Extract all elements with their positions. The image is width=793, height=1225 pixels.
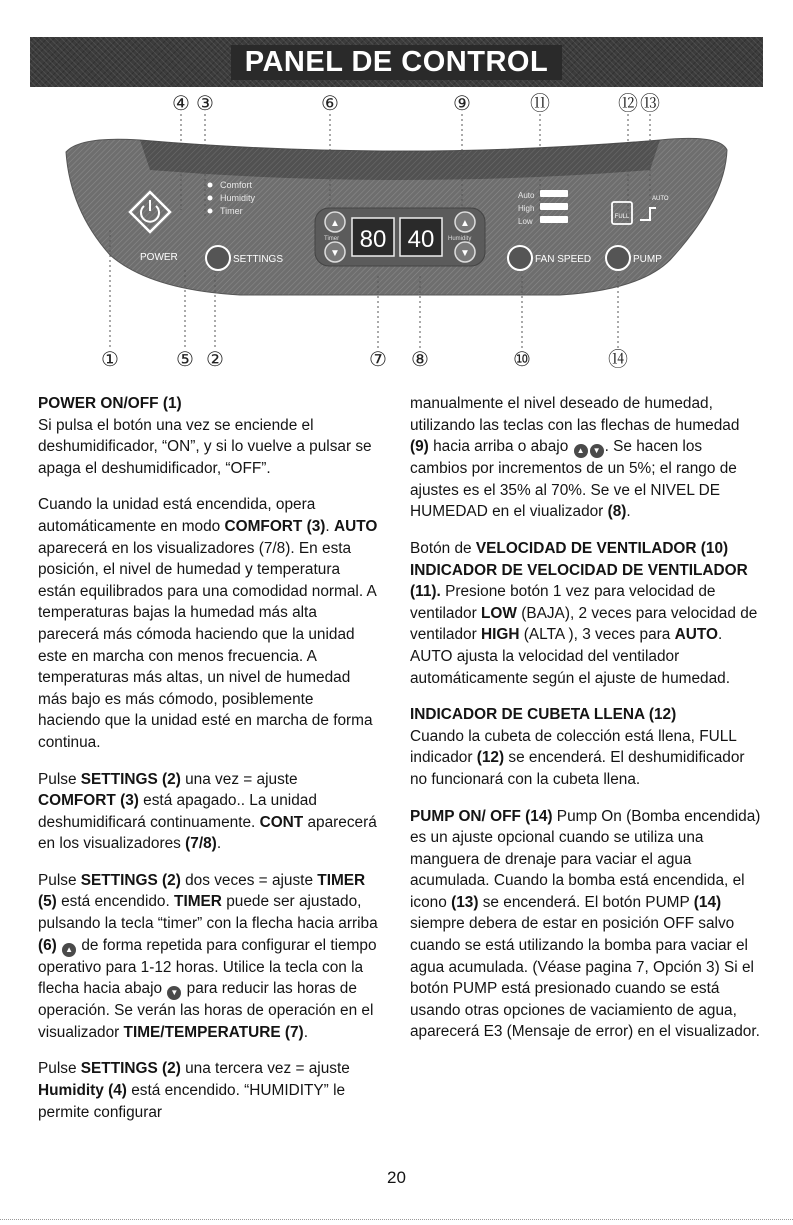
full-label: FULL — [614, 214, 630, 220]
fan-pre: Botón de — [410, 539, 476, 557]
up-arrow-icon: ▲ — [574, 444, 588, 458]
footer-divider — [0, 1219, 793, 1220]
callout-5: ⑤ — [176, 349, 194, 371]
s2-dot: . — [303, 1023, 308, 1041]
settings-thrice-section — [38, 1058, 378, 1123]
full-text-b: se encenderá. El deshumidificador no funcionará con la cubeta llena. — [410, 749, 745, 788]
s2-settings-ref: SETTINGS (2) — [80, 871, 181, 889]
cont-ref9: (9) — [410, 438, 429, 456]
fan-auto-label: Auto — [518, 191, 535, 200]
down-arrow-icon: ▼ — [167, 986, 181, 1000]
pump-heading: PUMP ON/ OFF (14) — [410, 807, 553, 825]
humidity-led — [208, 196, 213, 201]
humidity-down-button[interactable] — [455, 242, 475, 262]
callout-3: ③ — [196, 93, 214, 115]
timer-up-button[interactable] — [325, 212, 345, 232]
callout-11: ⑪ — [530, 93, 550, 115]
left-column — [38, 393, 378, 1123]
callout-6: ⑥ — [321, 93, 339, 115]
down-arrow-icon: ▼ — [330, 248, 340, 259]
power-heading: POWER ON/OFF (1) — [38, 395, 182, 412]
s2-text-d: para reducir las horas de operación. Se verán las horas de operación en el visualizador — [38, 980, 374, 1041]
control-panel-diagram — [0, 90, 793, 380]
settings-label: SETTINGS — [233, 254, 284, 265]
pump-label: PUMP — [633, 254, 662, 265]
s3-text: Pulse — [38, 1060, 81, 1078]
display-side-humidity: Humidity — [448, 236, 472, 242]
power-body: Si pulsa el botón una vez se enciende el deshumidificador, “ON”, y si lo vuelve a pulsar se apaga el deshumidificador, “OFF”. — [38, 416, 372, 477]
fan-auto-term: AUTO — [674, 626, 718, 644]
down-arrow-icon: ▼ — [590, 444, 604, 458]
s2-text-b: puede ser ajustado, pulsando la tecla “timer” con la flecha hacia arriba — [38, 893, 378, 933]
fan-speed-label: FAN SPEED — [535, 254, 592, 265]
s1-display-ref: (7/8) — [185, 835, 217, 853]
pump-section — [410, 806, 762, 1044]
fan-high-term: HIGH — [481, 626, 520, 644]
up-arrow-icon: ▲ — [330, 218, 340, 229]
cont-text-b: hacia arriba o abajo — [428, 438, 573, 456]
bucket-full-section — [410, 704, 762, 790]
callout-7: ⑦ — [369, 349, 387, 371]
humidity-up-button[interactable] — [455, 212, 475, 232]
panel-top-strip — [140, 140, 660, 180]
full-text-a: Cuando la cubeta de colección está llena, FULL indicador — [410, 727, 737, 767]
s2-timer-term: TIMER — [174, 893, 222, 911]
humidity-readout: 40 — [407, 226, 435, 253]
fan-text-d: . AUTO ajusta la velocidad del ventilador automáticamente según el ajuste de humedad. — [410, 626, 730, 687]
pump-text-a: Pump On (Bomba encendida) es un ajuste opcional cuando se utiliza una manguera de drenaje para vaciar el agua acumulada. Cuando la bomba está encendida, el icono — [410, 807, 761, 911]
s3-text-b: está encendido. “HUMIDITY” le permite configurar — [38, 1082, 346, 1121]
s3-text-a: una tercera vez = ajuste — [180, 1060, 350, 1078]
fan-low-label: Low — [518, 217, 533, 226]
pump-ref14: (14) — [693, 893, 722, 911]
humidity-continued-section — [410, 393, 762, 523]
up-arrow-icon: ▲ — [62, 943, 76, 957]
settings-button[interactable] — [206, 246, 230, 270]
s3-settings-ref: SETTINGS (2) — [80, 1060, 181, 1078]
mode-timer-label: Timer — [220, 206, 243, 216]
fan-high-label: High — [518, 204, 535, 213]
callout-8: ⑧ — [411, 349, 429, 371]
cont-text-a: manualmente el nivel deseado de humedad, utilizando las teclas con las flechas de humedad — [410, 395, 740, 434]
fan-heading: VELOCIDAD DE VENTILADOR (10) INDICADOR DE VELOCIDAD DE VENTILADOR (11). — [410, 539, 748, 601]
display-side-timer: Timer — [324, 236, 340, 242]
mode-comfort-label: Comfort — [220, 180, 253, 190]
right-column — [410, 393, 762, 1043]
comfort-section — [38, 494, 378, 753]
power-section — [38, 393, 378, 479]
down-arrow-icon: ▼ — [460, 248, 470, 259]
comfort-led — [208, 183, 213, 188]
s2-ref6: (6) — [38, 936, 57, 954]
callout-13: ⑬ — [640, 93, 660, 115]
s1-text-end: aparecerá en los visualizadores — [38, 813, 377, 853]
timer-led — [208, 209, 213, 214]
s1-settings-ref: SETTINGS (2) — [80, 770, 181, 788]
s2-text-c: de forma repetida para configurar el tiempo operativo para 1-12 horas. Utilice la tecla con la flecha hacia abajo — [38, 936, 377, 998]
callout-14: ⑭ — [608, 349, 628, 371]
s1-text-mid: una vez = ajuste — [180, 770, 298, 788]
callout-4: ④ — [172, 93, 190, 115]
pump-ref13: (13) — [451, 893, 479, 911]
callout-2: ② — [206, 349, 224, 371]
fan-speed-bars — [540, 190, 568, 223]
banner-title: PANEL DE CONTROL — [231, 45, 562, 80]
auto-term: AUTO — [333, 517, 378, 535]
comfort-ref: COMFORT (3) — [224, 517, 326, 535]
timer-down-button[interactable] — [325, 242, 345, 262]
mode-humidity-label: Humidity — [220, 193, 256, 203]
fan-speed-button[interactable] — [508, 246, 532, 270]
page-number: 20 — [387, 1168, 406, 1187]
callout-10: ⑩ — [513, 349, 531, 371]
s1-cont-term: CONT — [259, 813, 304, 831]
s3-humidity-ref: Humidity (4) — [38, 1082, 127, 1100]
s1-text: Pulse — [38, 770, 81, 788]
cont-ref8: (8) — [607, 503, 627, 521]
pump-text-b: se encenderá. El botón PUMP — [478, 893, 694, 911]
s2-text: Pulse — [38, 871, 81, 889]
time-temperature-readout: 80 — [359, 226, 387, 253]
s1-text-rest: está apagado.. La unidad deshumidificará continuamente. — [38, 792, 317, 831]
cont-text-c: . Se hacen los cambios por incrementos de un 5%; el rango de ajustes es el 35% al 70%. Se ve el NIVEL DE HUMEDAD en el viualizador — [410, 438, 737, 521]
s2-timer-ref: TIMER (5) — [38, 871, 366, 911]
settings-once-section — [38, 769, 378, 855]
s2-time-temperature-ref: TIME/TEMPERATURE (7) — [123, 1023, 304, 1041]
comfort-text: Cuando la unidad está encendida, opera automáticamente en modo — [38, 496, 316, 535]
callout-12: ⑫ — [618, 93, 638, 115]
s2-text-a: está encendido. — [56, 893, 175, 911]
fan-text-a: Presione botón 1 vez para velocidad de ventilador — [410, 583, 716, 622]
auto-label: AUTO — [652, 196, 669, 202]
callout-1: ① — [101, 349, 119, 371]
settings-twice-section — [38, 870, 378, 1044]
full-ref: (12) — [476, 749, 505, 767]
auto-text: aparecerá en los visualizadores (7/8). En esta posición, el nivel de humedad y temperatura están equilibrados para una comodidad normal. A temperaturas bajas la humedad más alta parecerá más cómoda haciendo que la unidad este en marcha con menos frecuencia. A temperaturas más altas, un nivel de humedad más bajo es más cómodo, posiblemente haciendo que la unidad esté en marcha de forma continua. — [38, 539, 376, 751]
pump-text-c: siempre debera de estar en posición OFF salvo cuando se está utilizando la bomba para vaciar el agua acumulada. (Véase pagina 7, Opción 3) Si el botón PUMP está presionado cuando se está usando otras opciones de vaciamiento de agua, aparecerá E3 (Mensaje de error) en el visualizador. — [410, 915, 760, 1041]
pump-button[interactable] — [606, 246, 630, 270]
cont-dot: . — [626, 503, 631, 521]
callout-9: ⑨ — [453, 93, 471, 115]
up-arrow-icon: ▲ — [460, 218, 470, 229]
fan-text-c: (ALTA ), 3 veces para — [519, 626, 675, 644]
s2-text-mid: dos veces = ajuste — [180, 871, 318, 889]
page-banner — [30, 37, 763, 87]
fan-text-b: (BAJA), 2 veces para velocidad de ventilador — [410, 604, 758, 644]
s1-dot: . — [216, 835, 222, 853]
full-heading: INDICADOR DE CUBETA LLENA (12) — [410, 706, 677, 724]
power-label: POWER — [140, 252, 178, 263]
s1-comfort-ref: COMFORT (3) — [38, 792, 139, 810]
fan-speed-section — [410, 538, 762, 689]
comfort-dot: . — [325, 517, 330, 535]
fan-low-term: LOW — [481, 604, 517, 622]
